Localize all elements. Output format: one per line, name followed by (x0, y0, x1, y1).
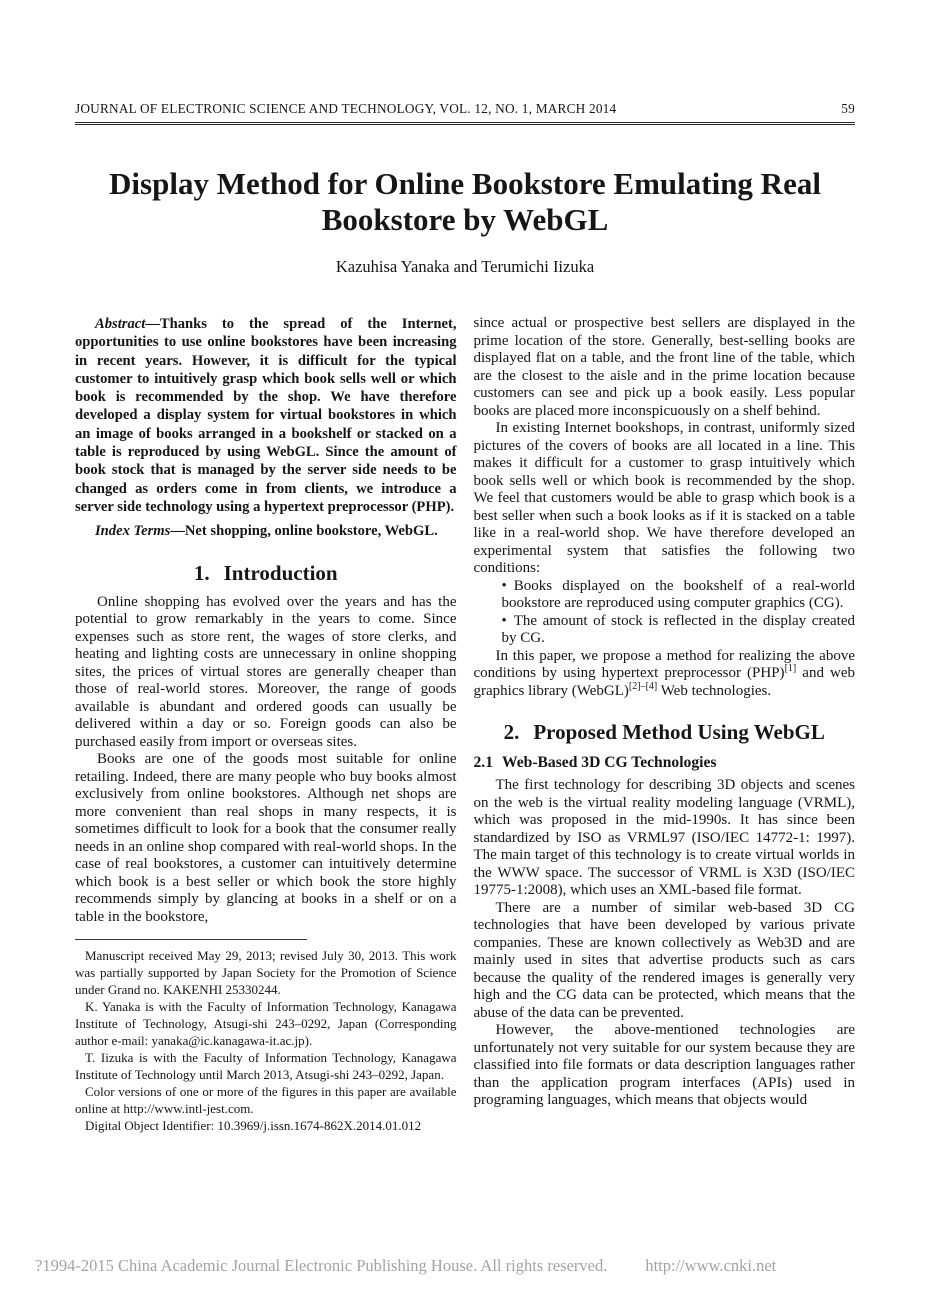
bullet-icon: • (501, 577, 507, 594)
footnote-block (75, 939, 457, 1134)
citation-ref-2-4: [2]–[4] (628, 680, 658, 692)
bookshops-paragraph: In existing Internet bookshops, in contrast, uniformly sized pictures of the covers of books are all located in a line. This makes it difficult for a customer to grasp intuitively which book sells well or which book is recommended by the shop. We feel that customers would be able to grasp which book is a best seller when such a book looks as if it is stacked on a table like in a real-world shop. We have therefore developed an experimental system that satisfies the following two conditions: (473, 420, 855, 576)
footnote-manuscript: Manuscript received May 29, 2013; revised July 30, 2013. This work was partially supported by Japan Society for the Promotion of Science under Grand no. KAKENHI 25330244. (75, 948, 457, 998)
bullet-text: The amount of stock is reflected in the display created by CG. (501, 612, 855, 646)
two-column-body (75, 315, 855, 1134)
footer-copyright: ?1994-2015 China Academic Journal Electronic Publishing House. All rights reserved. (35, 1256, 608, 1275)
section-number: 2. (503, 720, 520, 744)
footnote-doi: Digital Object Identifier: 10.3969/j.issn.1674-862X.2014.01.012 (85, 1118, 422, 1134)
continuation-paragraph: since actual or prospective best sellers are displayed in the prime location of the store. Generally, best-selling books are displayed flat on a table, and the front line of the table, which are the closest to the aisle and in the prime location because customers can see and pick up a book easily. Less popular books are placed more inconspicuously on a shelf behind. (473, 315, 855, 419)
index-terms-paragraph (75, 522, 457, 540)
footnote-color-versions: Color versions of one or more of the figures in this paper are available online at http://www.intl-jest.com. (75, 1084, 457, 1117)
proposal-text-1: In this paper, we propose a method for realizing the above conditions by using hypertext preprocessor (PHP) (473, 647, 855, 681)
section-title: Proposed Method Using WebGL (533, 720, 825, 744)
footnote-separator-rule (75, 939, 307, 940)
header-double-rule (75, 122, 855, 125)
bullet-icon: • (501, 612, 507, 629)
authors-line: Kazuhisa Yanaka and Terumichi Iizuka (335, 257, 595, 276)
web3d-paragraph: There are a number of similar web-based 3D CG technologies that have been developed by various private companies. These are known collectively as Web3D and are mainly used in sites that advertise products such as cars because the quality of the rendered images is generally very high and the CG data can be protected, which means that the abuse of the data can be prevented. (473, 899, 855, 1021)
proposal-text-2: and web graphics library (WebGL) (473, 665, 855, 699)
citation-ref-1: [1] (784, 663, 797, 674)
abstract-paragraph (75, 315, 457, 516)
subsection-number: 2.1 (473, 754, 493, 771)
index-terms-label: Index Terms (95, 523, 171, 540)
page-number: 59 (841, 101, 855, 116)
abstract-label: Abstract (95, 316, 146, 332)
watermark-footer (35, 1256, 895, 1276)
section-number: 1. (193, 560, 210, 585)
however-paragraph: However, the above-mentioned technologies are unfortunately not very suitable for our system because they are classified into file formats or data description languages rather than the application program interfaces (APIs) used in programing languages, which means that objects would (473, 1022, 855, 1108)
section-heading-introduction (75, 560, 457, 586)
section-title: Introduction (223, 560, 338, 585)
bullet-text: Books displayed on the bookshelf of a real-world bookstore are reproduced using computer graphics (CG). (501, 577, 855, 611)
proposal-text-3: Web technologies. (657, 682, 772, 699)
bullet-item-1 (474, 578, 856, 613)
intro-paragraph-2: Books are one of the goods most suitable for online retailing. Indeed, there are many people who buy books almost exclusively from online bookstores. Although net shops are more convenient than real shops in many respects, it is sometimes difficult to look for a book that the consumer really needs in an online shop compared with real-world shops. In the case of real bookstores, a customer can intuitively determine which book is a best seller or which book the store highly recommends simply by glancing at books in a shelf or on a table in the bookstore, (75, 751, 457, 925)
running-header (75, 101, 855, 117)
left-column (75, 315, 457, 1134)
section-heading-method (474, 719, 856, 745)
footnote-author-yanaka: K. Yanaka is with the Faculty of Information Technology, Kanagawa Institute of Technology, Atsugi-shi 243–0292, Japan (Corresponding author e-mail: yanaka@ic.kanagawa-it.ac.jp). (75, 999, 457, 1049)
intro-paragraph-1: Online shopping has evolved over the years and has the potential to grow remarkably in the years to come. Since expenses such as store rent, the wages of store clerks, and heating and lighting costs are unnecessary in online shopping sites, the prices of virtual stores are generally cheaper than those of real-world stores. Moreover, the range of goods available is abundant and ordered goods can usually be delivered within a day or so. Foreign goods can also be purchased easily from import or overseas sites. (75, 593, 457, 750)
bullet-item-2 (474, 613, 856, 648)
footnote-author-iizuka: T. Iizuka is with the Faculty of Information Technology, Kanagawa Institute of Technology until March 2013, Atsugi-shi 243–0292, Japan. (75, 1050, 457, 1083)
proposal-paragraph (474, 648, 856, 701)
right-column (474, 315, 856, 1134)
abstract-text: —Thanks to the spread of the Internet, opportunities to use online bookstores have been increasing in recent years. However, it is difficult for the typical customer to intuitively grasp which book sells well or which book is recommended by the shop. We have therefore developed a display system for virtual bookstores in which an image of books arranged in a bookshelf or stacked on a table is reproduced by using WebGL. Since the amount of book stock that is managed by the server side needs to be changed as orders come in from clients, we introduce a server side technology using a hypertext preprocessor (PHP). (75, 316, 457, 515)
journal-name: JOURNAL OF ELECTRONIC SCIENCE AND TECHNOLOGY, VOL. 12, NO. 1, MARCH 2014 (75, 101, 617, 116)
paper-title: Display Method for Online Bookstore Emulating Real Bookstore by WebGL (109, 166, 821, 237)
index-terms-text: —Net shopping, online bookstore, WebGL. (170, 523, 438, 540)
footer-url: http://www.cnki.net (645, 1256, 777, 1275)
subsection-title: Web-Based 3D CG Technologies (502, 754, 717, 771)
vrml-paragraph: The first technology for describing 3D objects and scenes on the web is the virtual reality modeling language (VRML), which was proposed in the mid-1990s. It has since been standardized by ISO as VRML97 (ISO/IEC 14772-1: 1997). The main target of this technology is to create virtual worlds in the WWW space. The successor of VRML is X3D (ISO/IEC 19775-1:2008), which uses an XML-based file format. (473, 777, 855, 898)
subsection-heading-21 (474, 753, 856, 772)
